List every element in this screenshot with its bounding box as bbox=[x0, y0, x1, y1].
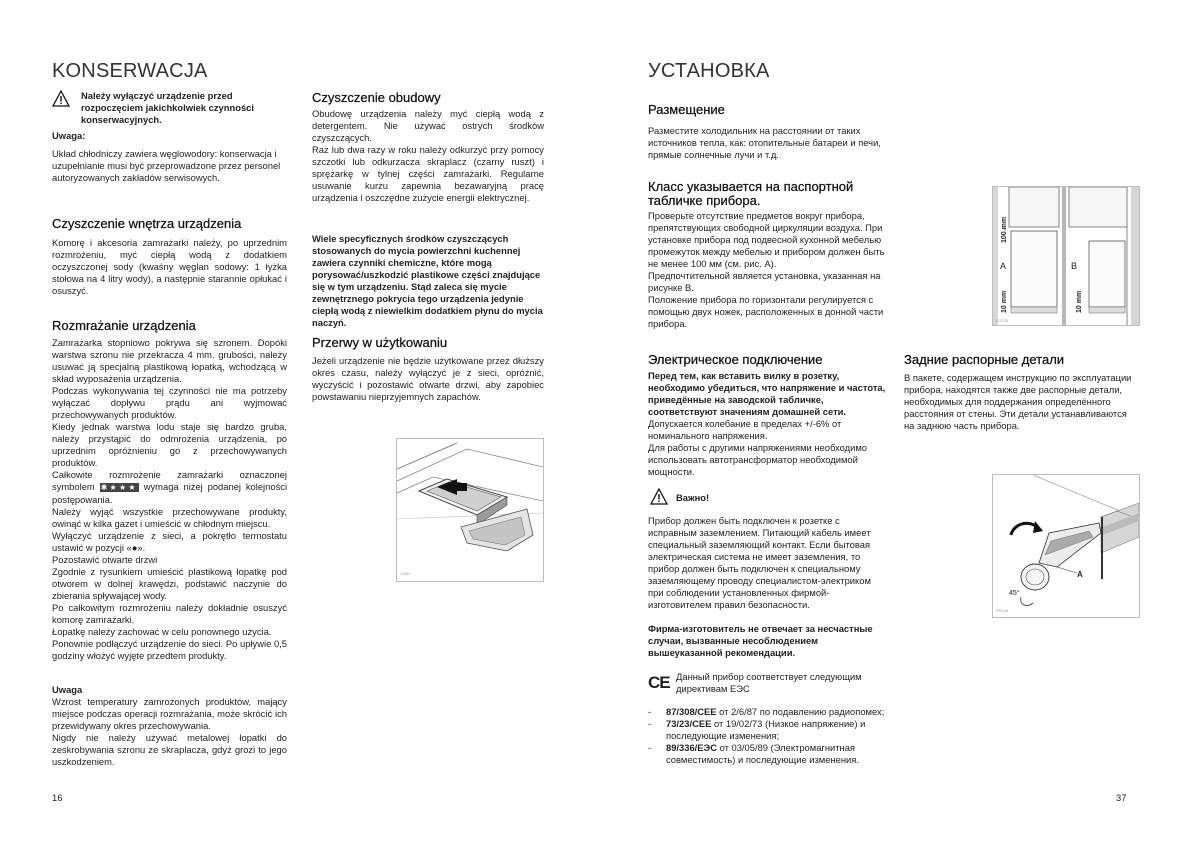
cleaning-agents-note: Wiele specyficznych środków czyszczących stosowanych do mycia powierzchni kuchennej zawiera czynniki chemiczne, które mogą porysować/uszkodzić plastikowe części znajdujące się w tym urządzeniu. Stąd zaleca się mycie zewnętrznego pokrycia tego urządzenia jedynie ciepłą wodą z niewielkim dodatkiem płynu do mycia naczyń. bbox=[312, 233, 543, 328]
svg-text:100 mm: 100 mm bbox=[1001, 216, 1008, 243]
heading-electric: Электрическое подключение bbox=[648, 352, 823, 367]
uwaga2-text: Wzrost temperatury zamrożonych produktów, mający miejsce podczas operacji rozmrażania, może skrócić ich przewidywany okres przechowywania. Nigdy nie należy używać metalowej łopatki do zeskrobywania szronu ze skraplacza, gdyż grozi to jego uszkodzeniem. bbox=[52, 696, 287, 767]
liability-text: Фирма-изготовитель не отвечает за несчастные случаи, вызванные несоблюдением вышеуказанной рекомендации. bbox=[648, 623, 873, 658]
directives-list bbox=[648, 706, 888, 766]
heading-spacers: Задние распорные детали bbox=[904, 352, 1065, 367]
defrost-scraper-figure bbox=[396, 438, 544, 582]
heading-placement: Размещение bbox=[648, 102, 725, 117]
heading-housing: Czyszczenie obudowy bbox=[312, 90, 441, 105]
rear-spacer-figure bbox=[992, 474, 1140, 618]
svg-text:D7228: D7228 bbox=[996, 318, 1008, 323]
list-item: - 87/308/СЕЕ от 2/6/87 по подавлению радиопомех; bbox=[648, 706, 885, 717]
placement-text: Разместите холодильник на расстоянии от таких источников тепла, как: отопительные батареи и печи, прямые солнечные лучи и т.д. bbox=[648, 125, 881, 160]
list-item: - 73/23/СЕЕ от 19/02/73 (Низкое напряжение) и последующие изменения; bbox=[648, 718, 866, 741]
page-title-left: KONSERWACJA bbox=[52, 60, 208, 82]
svg-text:B: B bbox=[1071, 261, 1078, 271]
important-label: Важно! bbox=[676, 492, 710, 503]
spacers-text: В пакете, содержащем инструкцию по эксплуатации прибора, находятся также две распорные детали, необходимых для поддержания определённого расстояния от стены. Эти детали устанавливаются на заднюю часть прибора. bbox=[904, 372, 1132, 431]
electric-text: Допускается колебание в пределах +/-6% от номинального напряжения. Для работы с другими напряжениями необходимо использовать автотрансформатор необходимой мощности. bbox=[648, 418, 867, 477]
electric-bold-text: Перед тем, как вставить вилку в розетку, необходимо убедиться, что напряжение и частота, приведённые на заводской табличке, соответствуют значениям домашней сети. bbox=[648, 370, 886, 417]
ce-mark-icon: CE bbox=[648, 673, 670, 692]
cleaning-inside-text: Komorę i akcesoria zamrażarki należy, po uprzednim rozmrożeniu, myć ciepłą wodą z dodatkiem oczyszczonej sody (kwaśny węglan sodowy: 1 łyżka stołowa na 4 litry wody), a następnie starannie opłukać i osuszyć. bbox=[52, 237, 287, 296]
uwaga-text: Układ chłodniczy zawiera węglowodory: konserwacja i uzupełnianie musi być przeprowadzone przez personel autoryzowanych zakładów serwisowych. bbox=[52, 148, 281, 183]
heading-breaks: Przerwy w użytkowaniu bbox=[312, 335, 448, 350]
heading-cleaning-inside: Czyszczenie wnętrza urządzenia bbox=[52, 216, 242, 231]
page-title-right: УСТАНОВКА bbox=[648, 60, 770, 82]
list-item: - 89/336/ЕЭС от 03/05/89 (Электромагнитная совместимость) и последующие изменения. bbox=[648, 742, 859, 765]
uwaga-label: Uwaga: bbox=[52, 130, 86, 141]
housing-text: Obudowę urządzenia należy myć ciepłą wodą z detergentem. Nie używać ostrych środków czyszczących. Raz lub dwa razy w roku należy odkurzyć przy pomocy szczotki lub odkurzacza skraplacz (czarny ruszt) i sprężarkę w tylnej części zamrażarki. Regularne usuwanie kurzu zapewnia bezawaryjną pracę urządzenia i oszczędne zużycie energii elektrycznej. bbox=[312, 108, 544, 203]
svg-text:A: A bbox=[1077, 570, 1083, 579]
page-number-right: 37 bbox=[1116, 792, 1127, 803]
ce-text: Данный прибор соответствует следующим директивам ЕЭС bbox=[676, 671, 862, 694]
svg-text:D330: D330 bbox=[401, 571, 411, 576]
climate-text: Проверьте отсутствие предметов вокруг прибора, препятствующих свободной циркуляции воздуха. При установке прибора под подвесной кухонной мебелью промежуток между мебелью и прибором должен быть не менее 100 мм (см. рис. А). Предпочтительной является установка, указанная на рисунке В. Положение прибора по горизонтали регулируется с помощью двух ножек, расположенных в донной части прибора. bbox=[648, 210, 885, 329]
page-number-left: 16 bbox=[52, 792, 63, 803]
heading-defrost: Rozmrażanie urządzenia bbox=[52, 318, 196, 333]
svg-text:45°: 45° bbox=[1009, 590, 1020, 597]
uwaga2-label: Uwaga bbox=[52, 684, 83, 695]
svg-text:10 mm: 10 mm bbox=[1001, 290, 1008, 313]
breaks-text: Jeżeli urządzenie nie będzie użytkowane przez dłuższy okres czasu, należy wyłączyć je z sieci, opróżnić, wyczyścić i pozostawić otwarte drzwi, aby zapobiec powstawaniu nieprzyjemnych zapachów. bbox=[312, 355, 544, 402]
svg-text:PR140: PR140 bbox=[996, 608, 1009, 613]
installation-clearance-figure bbox=[992, 186, 1140, 326]
grounding-text: Прибор должен быть подключен к розетке с исправным заземлением. Питающий кабель имеет специальный заземляющий контакт. Если бытовая электрическая система не имеет заземления, то прибор должен быть подключен к специальному заземляющему проводу специалистом-электриком при соблюдении установленных фирмой-изготовителем правил безопасности. bbox=[648, 515, 871, 610]
star-rating-icon: ✱★★★ bbox=[100, 483, 138, 492]
warning-icon bbox=[650, 488, 668, 506]
svg-text:10 mm: 10 mm bbox=[1076, 290, 1083, 313]
defrost-text: Zamrażarka stopniowo pokrywa się szronem. Dopóki warstwa szronu nie przekracza 4 mm. grubości, należy usuwać ją specjalną plastikową łopatką, wchodzącą w skład wyposażenia urządzenia. Podczas wykonywania tej czynności nie ma potrzeby wyłączać dopływu prądu ani wyjmować przechowywanych produktów. Kiedy jednak warstwa lodu staje się bardzo gruba, należy przystąpić do odmrożenia urządzenia, po uprzednim opróżnieniu go z przechowywanych produktów. Całkowite rozmrożenie zamrażarki oznaczonej symbolem ✱★★★ wymaga niżej podanej kolejności postępowania. Należy wyjąć wszystkie przechowywane produkty, owinąć w kilka gazet i umieścić w chłodnym miejscu. Wyłączyć urządzenie z sieci, a pokrętło termostatu ustawić w pozycji «●». Pozostawić otwarte drzwi Zgodnie z rysunkiem umieścić plastikową łopatkę pod otworem w dolnej krawędzi, podstawić naczynie do zbierania spływającej wody. Po całkowitym rozmrożeniu należy dokładnie osuszyć komorę zamrażarki. Łopatkę należy zachować w celu ponownego użycia. Ponownie podłączyć urządzenie do sieci. Po upływie 0,5 godziny włożyć wyjęte przedtem produkty. bbox=[52, 337, 288, 661]
svg-text:A: A bbox=[1000, 261, 1007, 271]
warning-text: Należy wyłączyć urządzenie przed rozpoczęciem jakichkolwiek czynności konserwacyjnych. bbox=[81, 90, 254, 125]
heading-climate-class: Класс указывается на паспортной табличке прибора. bbox=[648, 179, 854, 208]
warning-icon bbox=[52, 90, 70, 108]
